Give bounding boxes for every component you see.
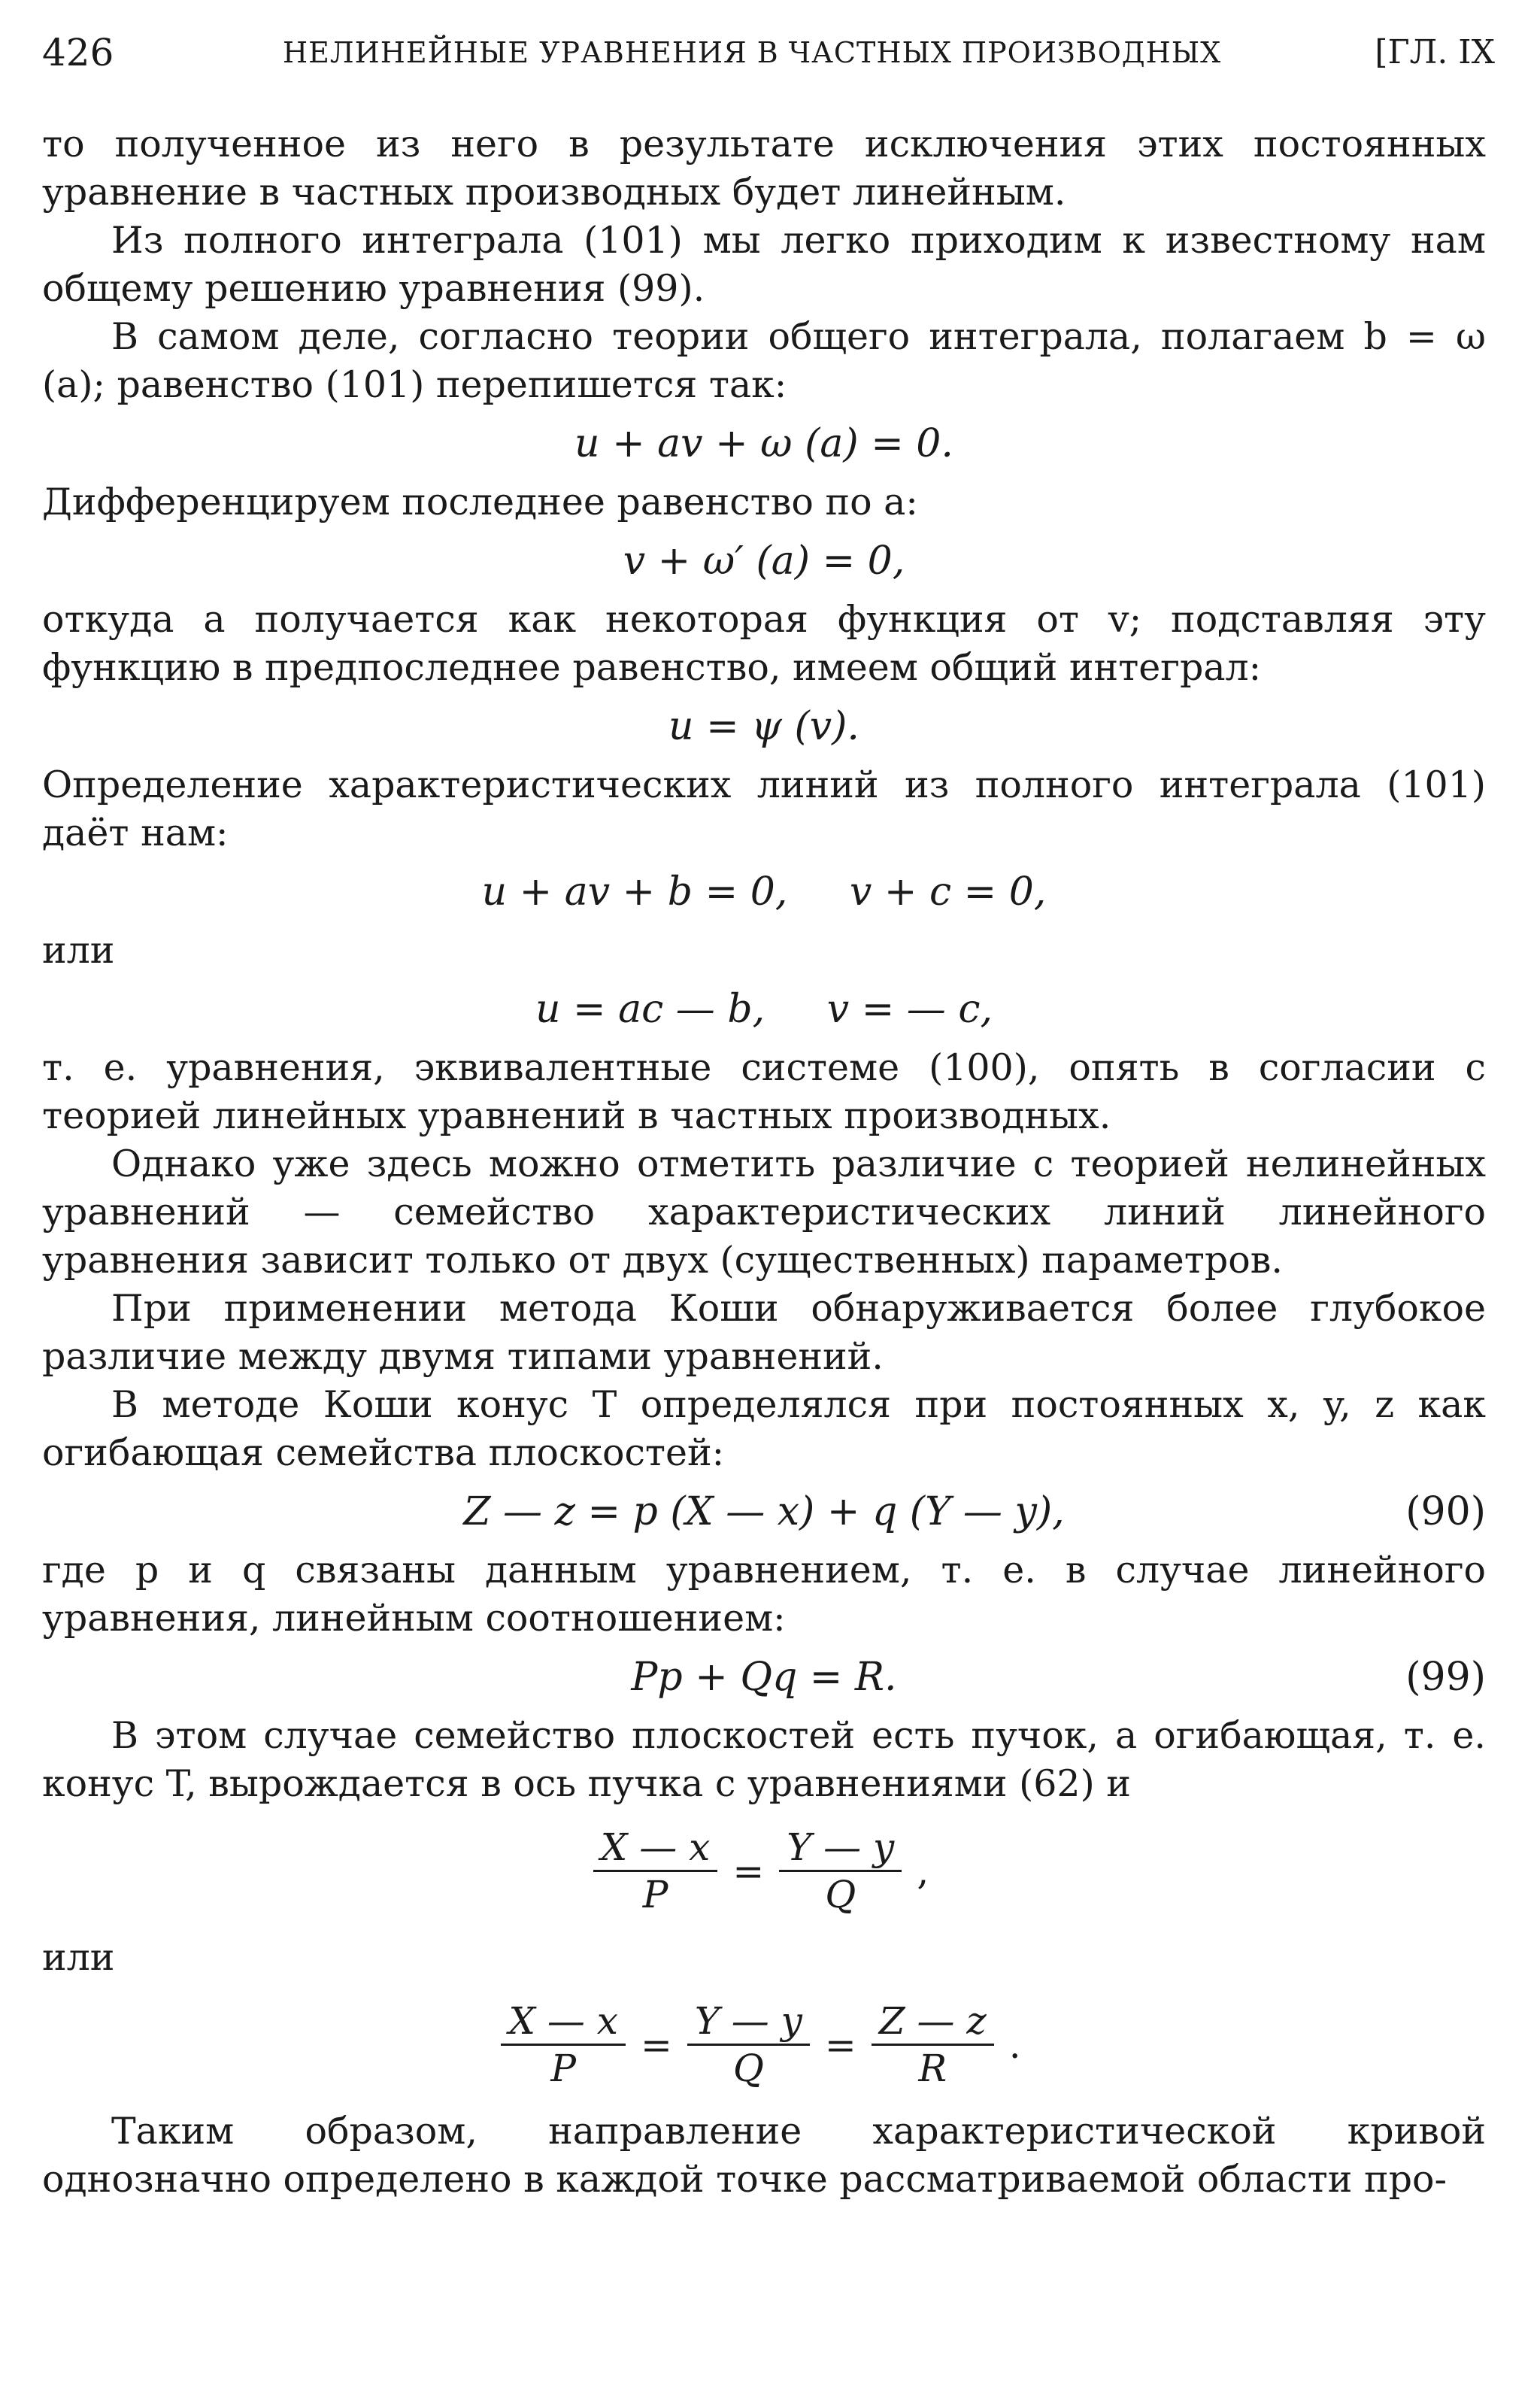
paragraph-2: Из полного интеграла (101) мы легко приходим к известному нам общему решению уравнения (99). <box>42 219 1486 310</box>
chapter-label: [ГЛ. IX <box>1375 33 1495 71</box>
fraction <box>872 1998 994 2091</box>
fraction <box>687 1998 810 2091</box>
equation-99-number: (99) <box>1405 1655 1486 1700</box>
paragraph-4: Дифференцируем последнее равенство по a: <box>42 481 918 523</box>
fraction-equation-1 <box>42 1825 1486 1917</box>
page-body <box>42 120 1486 2204</box>
or-label-2: или <box>42 1936 115 1979</box>
paragraph-7: т. е. уравнения, эквивалентные системе (100), опять в согласии с теорией линейных уравнений в частных производных. <box>42 1046 1486 1137</box>
equals-sign: = <box>824 2022 856 2067</box>
equals-sign: = <box>732 1849 765 1893</box>
equation-5: u = ac — b, v = — c, <box>535 987 993 1032</box>
punctuation: . <box>1008 2022 1021 2067</box>
paragraph-13: Таким образом, направление характеристической кривой однозначно определено в каждой точке рассматриваемой области про- <box>42 2110 1486 2201</box>
equation-90-number: (90) <box>1405 1489 1486 1534</box>
denominator: P <box>550 2047 576 2090</box>
equation-4: u + av + b = 0, v + c = 0, <box>481 869 1047 915</box>
equation-99-text: Pp + Qq = R. <box>631 1655 897 1700</box>
paragraph-10: В методе Коши конус T определялся при постоянных x, y, z как огибающая семейства плоскостей: <box>42 1383 1486 1474</box>
denominator: R <box>918 2047 947 2090</box>
equation-3: u = ψ (v). <box>668 704 859 749</box>
paragraph-12: В этом случае семейство плоскостей есть пучок, а огибающая, т. е. конус T, вырождается в ось пучка с уравнениями (62) и <box>42 1714 1486 1805</box>
punctuation: , <box>917 1849 929 1893</box>
numerator: X — x <box>593 1825 718 1872</box>
equation-90 <box>42 1488 1486 1536</box>
paragraph-5: откуда a получается как некоторая функция от v; подставляя эту функцию в предпоследнее равенство, имеем общий интеграл: <box>42 598 1486 689</box>
paragraph-3: В самом деле, согласно теории общего интеграла, полагаем b = ω (a); равенство (101) перепишется так: <box>42 315 1486 406</box>
paragraph-9: При применении метода Коши обнаруживается более глубокое различие между двумя типами уравнений. <box>42 1287 1486 1378</box>
running-header <box>42 30 1495 75</box>
fraction <box>501 1998 626 2091</box>
equation-1: u + av + ω (a) = 0. <box>574 421 953 466</box>
paragraph-6: Определение характеристических линий из полного интеграла (101) даёт нам: <box>42 763 1486 854</box>
numerator: X — x <box>501 1998 626 2046</box>
denominator: Q <box>732 2047 764 2090</box>
numerator: Y — y <box>687 1998 810 2046</box>
fraction <box>779 1825 902 1917</box>
equals-sign: = <box>640 2022 672 2067</box>
numerator: Z — z <box>872 1998 994 2046</box>
denominator: P <box>642 1873 668 1916</box>
fraction-equation-2 <box>42 1998 1486 2091</box>
numerator: Y — y <box>779 1825 902 1872</box>
or-label-1: или <box>42 929 115 972</box>
running-title: НЕЛИНЕЙНЫЕ УРАВНЕНИЯ В ЧАСТНЫХ ПРОИЗВОДНЫХ <box>283 36 1222 69</box>
page-number: 426 <box>42 31 114 74</box>
equation-90-text: Z — z = p (X — x) + q (Y — y), <box>463 1489 1065 1534</box>
equation-2: v + ω′ (a) = 0, <box>623 539 905 584</box>
denominator: Q <box>825 1873 856 1916</box>
equation-99 <box>42 1653 1486 1701</box>
paragraph-8: Однако уже здесь можно отметить различие с теорией нелинейных уравнений — семейство характеристических линий линейного уравнения зависит только от двух (существенных) параметров. <box>42 1142 1486 1282</box>
paragraph-1: то полученное из него в результате исключения этих постоянных уравнение в частных производных будет линейным. <box>42 123 1486 214</box>
paragraph-11: где p и q связаны данным уравнением, т. е. в случае линейного уравнения, линейным соотношением: <box>42 1549 1486 1640</box>
fraction <box>593 1825 718 1917</box>
